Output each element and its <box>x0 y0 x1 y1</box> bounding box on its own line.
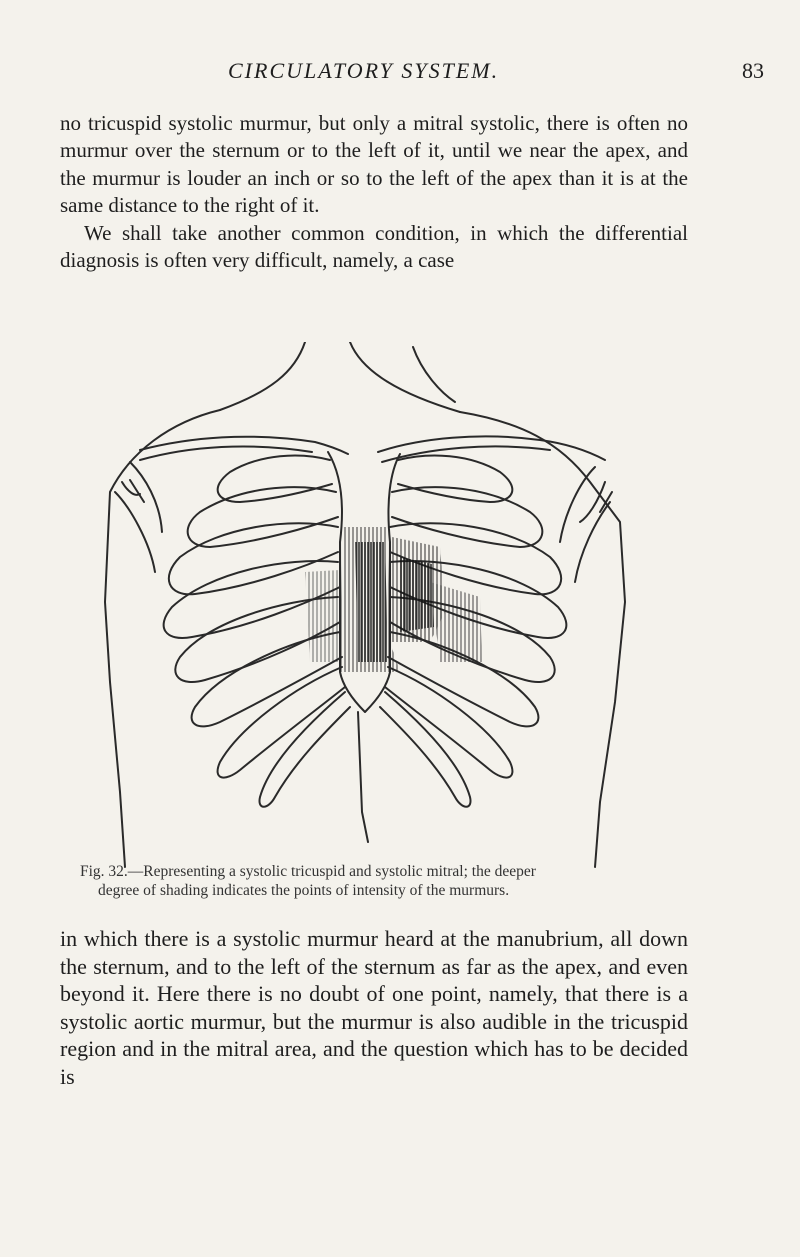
mitral-intensity-shading <box>400 557 434 632</box>
right-sternal-shading <box>305 570 340 662</box>
paragraph: no tricuspid systolic murmur, but only a mitral systolic, there is often no murmur over the sternum or to the left of it, until we near the apex, and the murmur is louder an inch or so to the left of the apex than it is at the same distance to the right of it. <box>60 111 688 218</box>
right-rib-7 <box>385 667 512 778</box>
tricuspid-intensity-shading <box>355 542 388 662</box>
running-title: CIRCULATORY SYSTEM. <box>228 58 500 83</box>
murmur-shading <box>305 527 482 672</box>
xiphoid <box>358 712 368 842</box>
neck-right-line <box>350 342 460 412</box>
left-clavicle <box>140 437 348 454</box>
rib-cage-drawing <box>100 342 660 882</box>
left-rib-8 <box>259 692 350 807</box>
left-rib-2 <box>188 487 338 547</box>
caption-line: degree of shading indicates the points of intensity of the murmurs. <box>98 882 510 899</box>
body-text-top <box>60 110 688 274</box>
paragraph: in which there is a systolic murmur heard at the manubrium, all down the sternum, and to the left of the sternum as far as the apex, and even beyond it. Here there is no doubt of one point, namely, that there is a systolic aortic murmur, but the murmur is also audible in the tricuspid region and in the mitral area, and the question which has to be decided is <box>60 926 688 1089</box>
body-text-bottom <box>60 925 688 1091</box>
page-number: 83 <box>742 58 764 83</box>
running-head <box>0 58 800 88</box>
thorax-illustration <box>100 342 660 882</box>
right-rib-8 <box>380 692 471 807</box>
right-rib-2 <box>392 487 542 547</box>
paragraph: We shall take another common condition, in which the differential diagnosis is often very difficult, namely, a case <box>60 220 688 273</box>
caption-line: Fig. 32.—Representing a systolic tricuspid and systolic mitral; the deeper <box>80 863 536 880</box>
right-trunk-outline <box>460 412 625 867</box>
right-axilla-mark <box>580 482 612 522</box>
neck-left-line <box>220 342 305 410</box>
left-arm-line <box>115 492 155 572</box>
right-shoulder <box>560 467 595 542</box>
left-clavicle-lower <box>140 446 312 460</box>
left-rib-7 <box>218 667 345 778</box>
neck-contour <box>413 347 455 402</box>
left-axilla-mark <box>122 480 144 502</box>
figure-caption <box>80 862 720 900</box>
right-arm-line <box>575 502 610 582</box>
left-trunk-outline <box>105 410 220 867</box>
apex-shading <box>430 582 482 662</box>
left-shoulder <box>130 462 162 532</box>
